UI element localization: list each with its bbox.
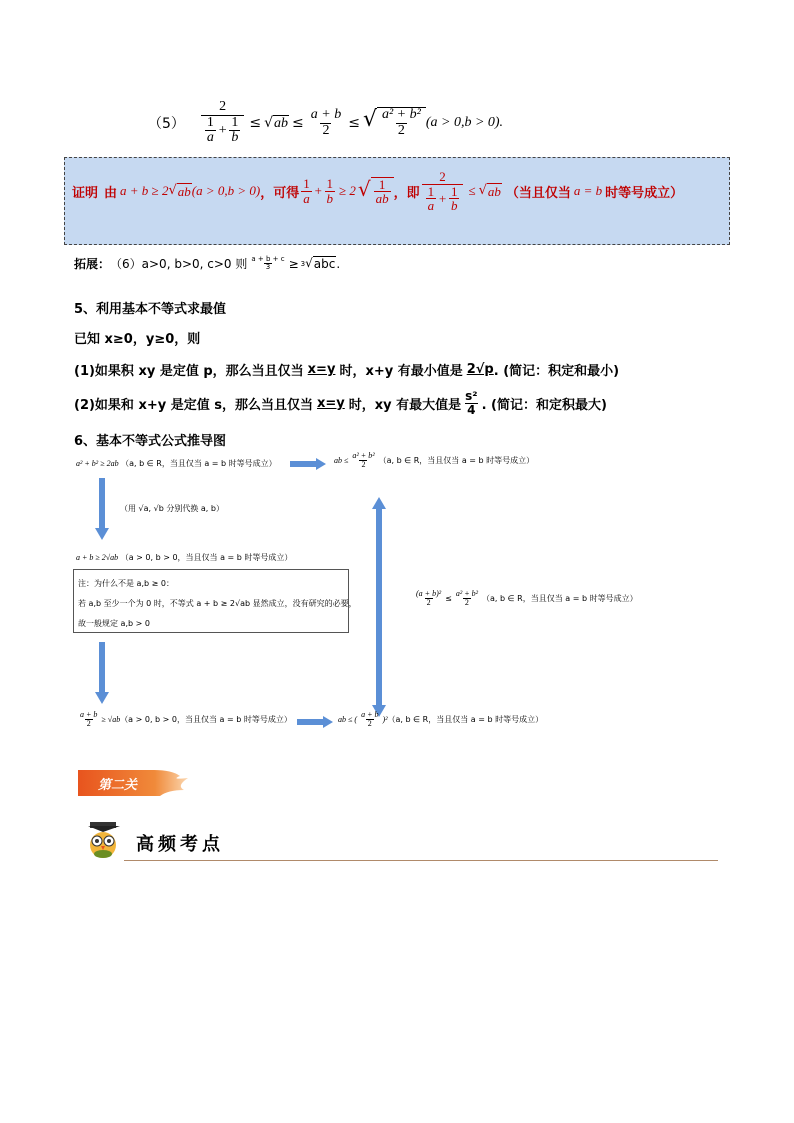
proof-text-3: ，即	[393, 185, 420, 201]
line2-max-value	[463, 390, 479, 416]
line2-max-den: 4	[467, 402, 476, 417]
item5-sqrt-ab: √ ab	[264, 114, 289, 131]
node-3-expr: a + b ≥ 2√ab	[76, 553, 119, 562]
section5-line2	[74, 390, 607, 416]
node-3	[76, 552, 292, 563]
node-5-rel: ≥ √ab	[101, 715, 121, 725]
line2-text-b: 时，xy 有最大值是	[348, 397, 462, 413]
line1-text-b: 时，x+y 有最小值是	[339, 364, 463, 379]
extension-label: 拓展：	[74, 257, 111, 271]
line1-text-c: . (简记：积定和最小)	[493, 364, 620, 379]
item5-label: （5）	[148, 116, 185, 133]
level-banner-text: 第二关	[98, 778, 138, 793]
section-heading	[84, 820, 720, 864]
note-line-2: 若 a,b 至少一个为 0 时，不等式 a + b ≥ 2√ab 显然成立，没有研究的必要，	[78, 599, 357, 608]
level-banner	[76, 766, 194, 800]
node-4-cond: （a, b ∈ R，当且仅当 a = b 时等号成立）	[482, 594, 638, 604]
node-4-right-den: 2	[464, 598, 469, 608]
arrow-down-2	[95, 642, 109, 704]
proof-text-5: 时等号成立）	[605, 185, 684, 201]
node-2-prefix: ab ≤	[334, 456, 349, 466]
note-box	[73, 569, 357, 633]
proof-text-2: ，可得	[260, 185, 300, 201]
node-1-expr: a² + b² ≥ 2ab	[76, 459, 119, 468]
line2-text-c: . (简记：和定积最大)	[481, 397, 607, 413]
section6-title: 6、基本不等式公式推导图	[74, 434, 227, 449]
arrow-down-1	[95, 478, 109, 540]
node-6-den: 2	[367, 719, 372, 729]
node-1-cond: （a, b ∈ R，当且仅当 a = b 时等号成立）	[121, 459, 277, 468]
extension-line: 拓展： （6）a>0, b>0, c>0 则 $\frac{a + b + c}{3}$ ≥ 3 √ abc .	[74, 254, 341, 271]
section-heading-text: 高频考点	[136, 834, 224, 855]
item5-arith-mean: $\frac{a + b}{2}$	[310, 106, 342, 138]
node-2-num: a² + b²	[352, 451, 375, 460]
node-6-num: a + b	[361, 710, 379, 719]
node-5	[76, 711, 292, 729]
note-line-1: 注：为什么不是 a,b ≥ 0：	[78, 579, 174, 588]
ext-frac-num: a + b + c	[251, 254, 285, 263]
arrow-n5-n6	[297, 716, 333, 728]
note-line-3: 故一般规定 a,b > 0	[78, 619, 150, 628]
ext-frac-den: 3	[265, 263, 271, 271]
item5-harmonic-mean: 2 $\frac{1}{a}$ + $\frac{1}{b}$	[201, 100, 244, 146]
node-4-rel: ≤	[445, 594, 452, 604]
ext-radicand: abc	[313, 257, 336, 271]
node-1	[76, 458, 277, 469]
proof-text-1: 由	[104, 185, 118, 201]
heading-rule	[124, 860, 718, 861]
node-3-cond: （a > 0, b > 0，当且仅当 a = b 时等号成立）	[120, 553, 293, 562]
substitution-note: （用 √a, √b 分别代换 a, b）	[120, 504, 224, 513]
section5-title: 5、利用基本不等式求最值	[74, 302, 227, 317]
node-2-den: 2	[361, 460, 366, 470]
item5-line: （5） 2 $\frac{1}{a}$ + $\frac{1}{b}$ ≤ √ ab ≤ $\frac{a + b}{2}$ ≤ √ $\frac{\text{a² + b²}}{2}$ (a > 0,b > 0).	[148, 99, 504, 146]
line2-max-num: s²	[465, 389, 478, 403]
arrow-double-vertical	[372, 497, 386, 717]
line1-min-value: 2√p	[466, 362, 494, 377]
node-5-den: 2	[86, 719, 91, 729]
proof-label: 证明	[72, 185, 99, 201]
arrow-n1-n2	[290, 458, 326, 470]
node-2-cond: （a, b ∈ R，当且仅当 a = b 时等号成立）	[378, 456, 535, 466]
item5-condition: (a > 0,b > 0).	[425, 115, 504, 131]
section5-given: 已知 x≥0，y≥0，则	[74, 332, 201, 347]
extension-text: （6）a>0, b>0, c>0 则	[110, 257, 248, 271]
node-6-cond: （a, b ∈ R，当且仅当 a = b 时等号成立）	[387, 715, 544, 725]
ext-rel: ≥	[288, 256, 299, 271]
ext-root-index: 3	[300, 259, 306, 268]
node-4	[412, 590, 638, 608]
line1-condition: x=y	[307, 362, 336, 377]
proof-condition: (a > 0,b > 0)	[191, 183, 261, 199]
node-2	[334, 452, 534, 470]
line2-text-a: (2)如果和 x+y 是定值 s，那么当且仅当	[74, 397, 313, 413]
node-5-num: a + b	[80, 710, 98, 719]
node-6	[338, 711, 543, 729]
node-5-cond: （a > 0, b > 0，当且仅当 a = b 时等号成立）	[120, 715, 292, 725]
node-4-left-num: (a + b)²	[416, 589, 442, 598]
node-4-left-den: 2	[426, 598, 431, 608]
node-6-suffix: )²	[382, 715, 388, 725]
proof-text-4: （当且仅当	[505, 185, 571, 201]
line1-text-a: (1)如果积 xy 是定值 p，那么当且仅当	[74, 364, 304, 379]
node-4-right-num: a² + b²	[455, 589, 479, 598]
proof-line: 证明 由 a + b ≥ 2 √ ab (a > 0,b > 0) ，可得 $\frac{1}{a}$ + $\frac{1}{b}$ ≥ 2 √ $\frac{1}{ab}$ ，即 2 $\frac{1}{a}$ + $\frac{1}{b}$ ≤ √ ab （当且仅当 a = b 时等号成立）	[72, 169, 684, 214]
ext-end: .	[336, 256, 341, 271]
item5-quad-mean: √ $\frac{\text{a² + b²}}{2}$	[363, 107, 426, 138]
line2-condition: x=y	[317, 395, 345, 411]
section5-line1	[74, 360, 619, 379]
node-6-prefix: ab ≤ (	[338, 715, 358, 725]
owl-mascot-icon	[86, 820, 122, 860]
